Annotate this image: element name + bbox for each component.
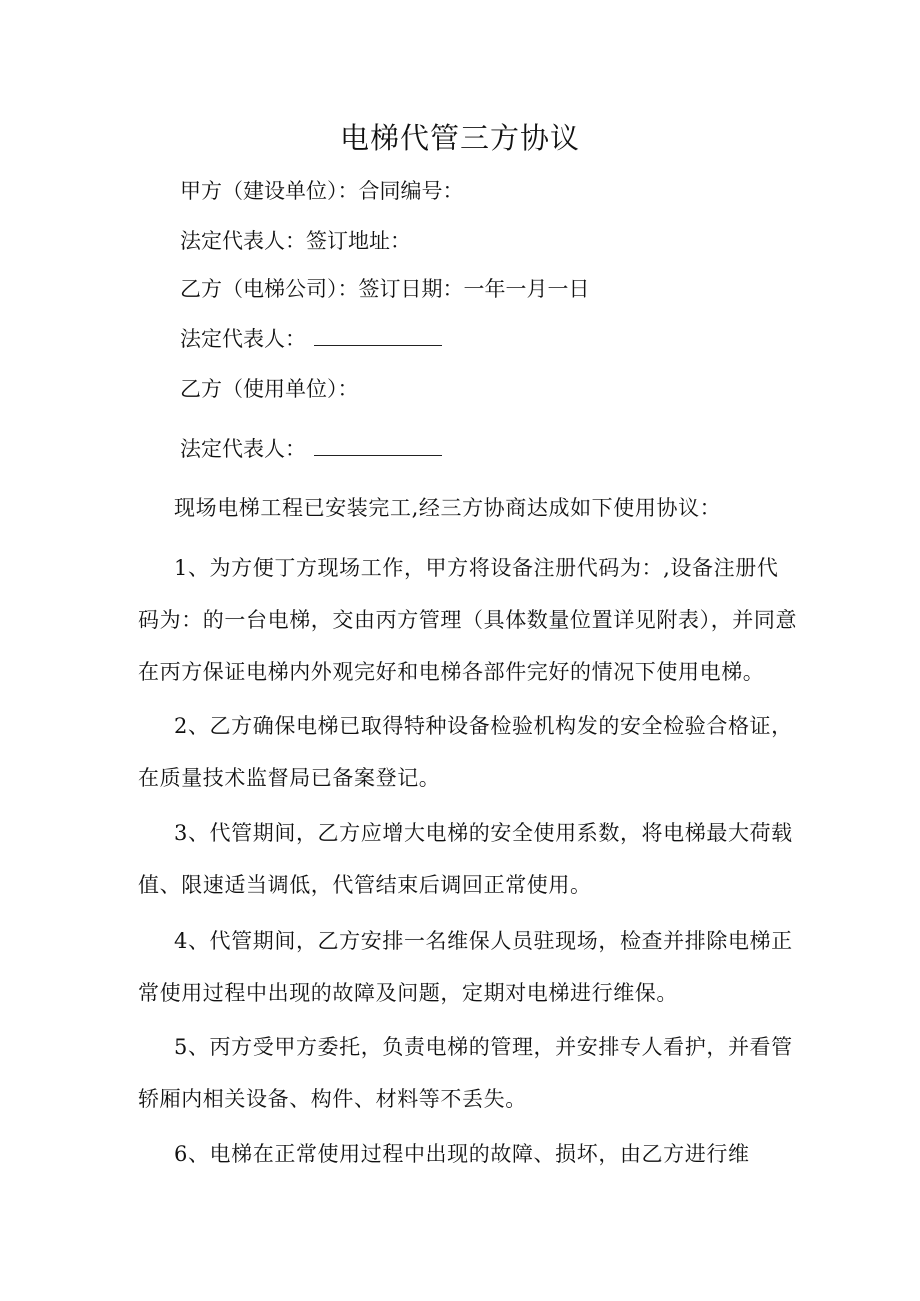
clause-6: 6、电梯在正常使用过程中出现的故障、损坏，由乙方进行维 — [174, 1142, 750, 1166]
party-a-line — [180, 176, 464, 206]
user-unit-text: 乙方（使用单位）： — [180, 377, 359, 401]
user-unit-line — [180, 374, 359, 404]
user-unit-representative-blank — [314, 435, 442, 456]
party-b-representative-blank — [314, 325, 442, 346]
user-unit-representative-line — [180, 434, 442, 464]
party-b-line — [180, 274, 590, 304]
clause-5: 5、丙方受甲方委托，负责电梯的管理，并安排专人看护，并看管轿厢内相关设备、构件、材料等不丢失。 — [138, 1035, 793, 1111]
user-unit-representative-text: 法定代表人： — [180, 437, 306, 461]
document-title: 电梯代管三方协议 — [339, 121, 580, 155]
party-a-text: 甲方（建设单位）：合同编号： — [180, 179, 464, 203]
party-b-representative-line — [180, 324, 442, 354]
clause-3: 3、代管期间，乙方应增大电梯的安全使用系数，将电梯最大荷载值、限速适当调低，代管结束后调回正常使用。 — [138, 821, 793, 897]
clause-1: 1、为方便丁方现场工作，甲方将设备注册代码为：,设备注册代码为：的一台电梯，交由丙方管理（具体数量位置详见附表），并同意在丙方保证电梯内外观完好和电梯各部件完好的情况下使用电梯。 — [138, 556, 798, 684]
agreement-intro: 现场电梯工程已安装完工,经三方协商达成如下使用协议： — [174, 496, 722, 520]
party-b-representative-text: 法定代表人： — [180, 327, 306, 351]
party-a-representative-text: 法定代表人：签订地址： — [180, 229, 411, 253]
clause-4: 4、代管期间，乙方安排一名维保人员驻现场，检查并排除电梯正常使用过程中出现的故障及问题，定期对电梯进行维保。 — [138, 929, 793, 1005]
party-b-text: 乙方（电梯公司）：签订日期：一年一月一日 — [180, 277, 590, 301]
party-a-representative-line — [180, 226, 411, 256]
clause-2: 2、乙方确保电梯已取得特种设备检验机构发的安全检验合格证，在质量技术监督局已备案登记。 — [138, 714, 793, 790]
